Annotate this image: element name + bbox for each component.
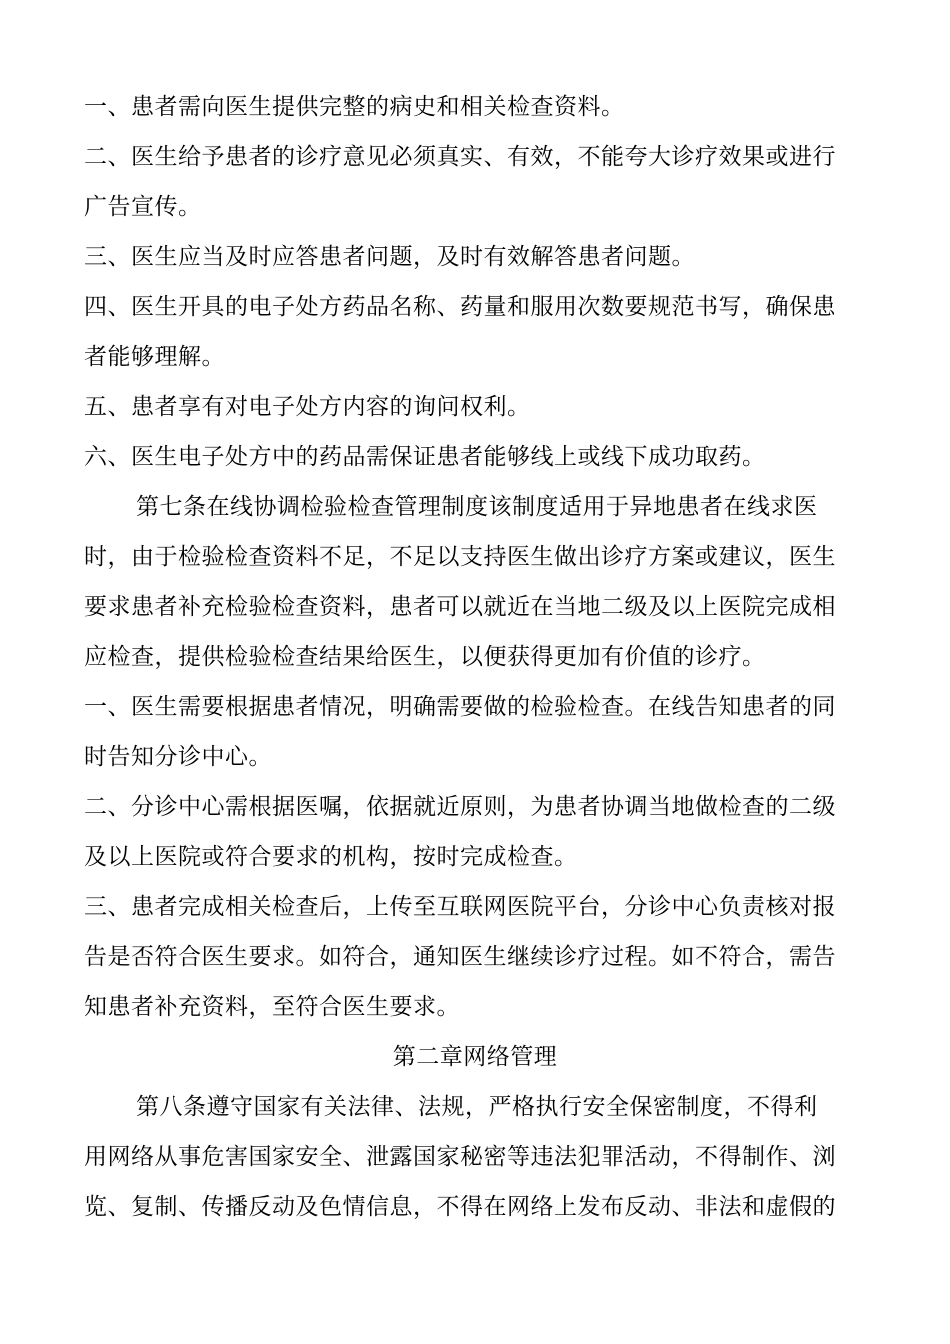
- text-line: 知患者补充资料，至符合医生要求。: [84, 994, 460, 1020]
- paragraph-first-line: 第七条在线协调检验检查管理制度该制度适用于异地患者在线求医: [136, 494, 818, 520]
- text-line: 览、复制、传播反动及色情信息，不得在网络上发布反动、非法和虚假的: [84, 1194, 836, 1220]
- text-line: 四、医生开具的电子处方药品名称、药量和服用次数要规范书写，确保患: [84, 294, 836, 320]
- text-line: 时告知分诊中心。: [84, 744, 272, 770]
- text-line: 要求患者补充检验检查资料，患者可以就近在当地二级及以上医院完成相: [84, 594, 836, 620]
- text-line: 二、分诊中心需根据医嘱，依据就近原则，为患者协调当地做检查的二级: [84, 794, 836, 820]
- text-line: 三、患者完成相关检查后，上传至互联网医院平台，分诊中心负责核对报: [84, 894, 836, 920]
- chapter-heading: 第二章网络管理: [392, 1044, 558, 1070]
- text-line: 五、患者享有对电子处方内容的询问权利。: [84, 394, 531, 420]
- text-line: 告是否符合医生要求。如符合，通知医生继续诊疗过程。如不符合，需告: [84, 944, 836, 970]
- text-line: 者能够理解。: [84, 344, 225, 370]
- text-line: 三、医生应当及时应答患者问题，及时有效解答患者问题。: [84, 244, 695, 270]
- text-line: 及以上医院或符合要求的机构，按时完成检查。: [84, 844, 578, 870]
- text-line: 应检查，提供检验检查结果给医生，以便获得更加有价值的诊疗。: [84, 644, 766, 670]
- paragraph-first-line: 第八条遵守国家有关法律、法规，严格执行安全保密制度，不得利: [136, 1094, 818, 1120]
- text-line: 一、患者需向医生提供完整的病史和相关检查资料。: [84, 94, 625, 120]
- text-line: 广告宣传。: [84, 194, 202, 220]
- text-line: 一、医生需要根据患者情况，明确需要做的检验检查。在线告知患者的同: [84, 694, 836, 720]
- text-line: 二、医生给予患者的诊疗意见必须真实、有效，不能夸大诊疗效果或进行: [84, 144, 836, 170]
- text-line: 时，由于检验检查资料不足，不足以支持医生做出诊疗方案或建议，医生: [84, 544, 836, 570]
- text-line: 用网络从事危害国家安全、泄露国家秘密等违法犯罪活动，不得制作、浏: [84, 1144, 836, 1170]
- text-line: 六、医生电子处方中的药品需保证患者能够线上或线下成功取药。: [84, 444, 766, 470]
